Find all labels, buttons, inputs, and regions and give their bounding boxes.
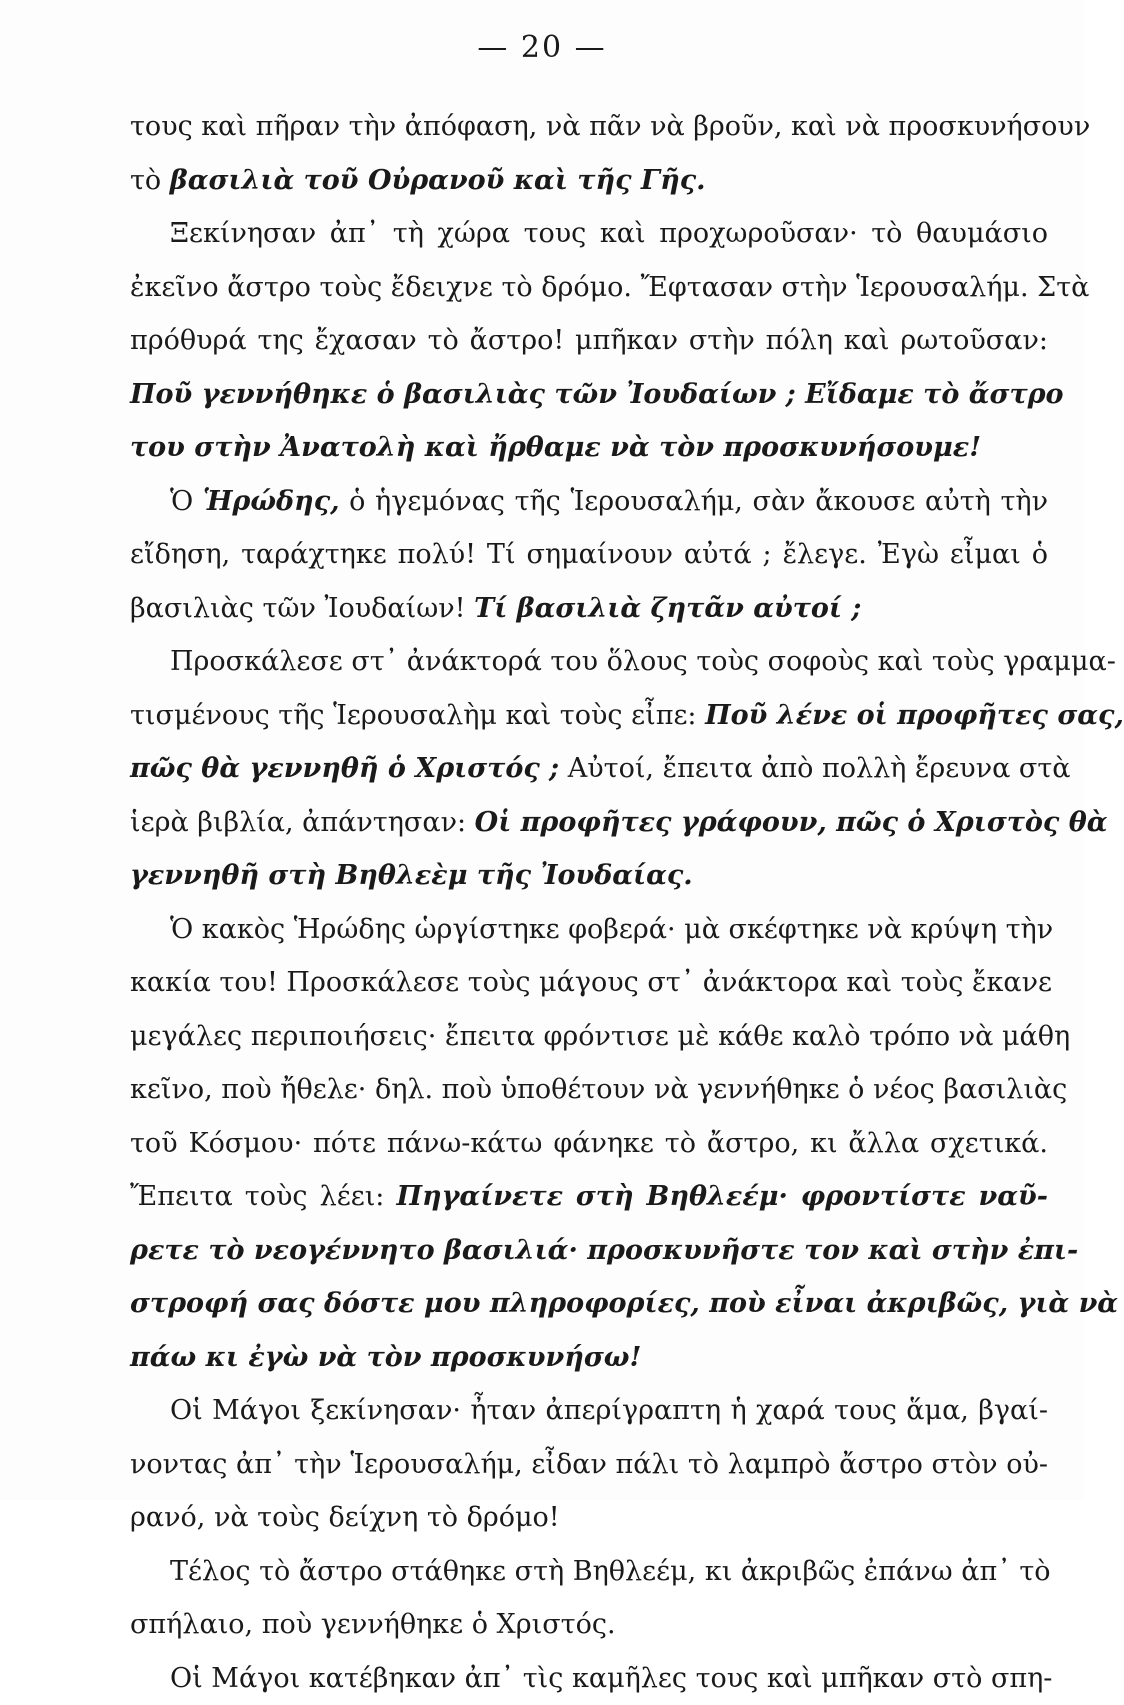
text-segment: κακία του! Προσκάλεσε τοὺς μάγους στ᾽ ἀνάκτορα καὶ τοὺς ἔκανε	[130, 967, 1052, 998]
text-line	[130, 1010, 1048, 1064]
text-line	[130, 1063, 1048, 1117]
text-line	[130, 100, 1048, 154]
text-segment: τους καὶ πῆραν τὴν ἀπόφαση, νὰ πᾶν νὰ βροῦν, καὶ νὰ προσκυνήσουν	[130, 111, 1090, 142]
text-line	[130, 528, 1048, 582]
emphasized-text: Ἡρώδης,	[203, 486, 340, 517]
text-segment: τὸ	[130, 165, 170, 196]
text-segment: εἴδηση, ταράχτηκε πολύ! Τί σημαίνουν αὐτά ; ἔλεγε. Ἐγὼ εἶμαι ὁ	[130, 539, 1048, 570]
text-line	[130, 1170, 1048, 1224]
text-line	[130, 314, 1048, 368]
text-line	[130, 849, 1048, 903]
emphasized-text: Πηγαίνετε στὴ Βηθλεέμ· φροντίστε ναῦ-	[396, 1181, 1048, 1212]
text-line	[130, 1491, 1048, 1545]
body-text	[130, 100, 1048, 1705]
emphasized-text: βασιλιὰ τοῦ Οὐρανοῦ καὶ τῆς Γῆς.	[170, 165, 706, 196]
text-line	[130, 1598, 1048, 1652]
text-segment: τοῦ Κόσμου· πότε πάνω-κάτω φάνηκε τὸ ἄστρο, κι ἄλλα σχετικά.	[130, 1128, 1048, 1159]
emphasized-text: πῶς θὰ γεννηθῆ ὁ Χριστός ;	[130, 753, 559, 784]
emphasized-text: πάω κι ἐγὼ νὰ τὸν προσκυνήσω!	[130, 1342, 641, 1373]
text-line	[130, 475, 1048, 529]
page-number: — 20 —	[0, 30, 1084, 65]
emphasized-text: Ποῦ γεννήθηκε ὁ βασιλιὰς τῶν Ἰουδαίων ; Εἴδαμε τὸ ἄστρο	[130, 379, 1064, 410]
text-segment: τισμένους τῆς Ἱερουσαλὴμ καὶ τοὺς εἶπε:	[130, 700, 705, 731]
text-line	[130, 1277, 1048, 1331]
text-segment: μεγάλες περιποιήσεις· ἔπειτα φρόντισε μὲ κάθε καλὸ τρόπο νὰ μάθη	[130, 1021, 1070, 1052]
text-line	[130, 689, 1048, 743]
text-segment: ἐκεῖνο ἄστρο τοὺς ἔδειχνε τὸ δρόμο. Ἔφτασαν στὴν Ἱερουσαλήμ. Στὰ	[130, 272, 1089, 303]
emphasized-text: στροφή σας δόστε μου πληροφορίες, ποὺ εἶναι ἀκριβῶς, γιὰ νὰ	[130, 1288, 1118, 1319]
text-segment: ἱερὰ βιβλία, ἀπάντησαν:	[130, 807, 475, 838]
text-line	[130, 903, 1048, 957]
text-segment: ὁ ἡγεμόνας τῆς Ἱερουσαλήμ, σὰν ἄκουσε αὐτὴ τὴν	[340, 486, 1048, 517]
text-segment: Οἱ Μάγοι κατέβηκαν ἀπ᾽ τὶς καμῆλες τους καὶ μπῆκαν στὸ σπη-	[170, 1663, 1052, 1694]
text-line	[130, 742, 1048, 796]
text-line	[130, 1331, 1048, 1385]
text-segment: σπήλαιο, ποὺ γεννήθηκε ὁ Χριστός.	[130, 1609, 616, 1640]
text-segment: νοντας ἀπ᾽ τὴν Ἱερουσαλήμ, εἶδαν πάλι τὸ λαμπρὸ ἄστρο στὸν οὐ-	[130, 1449, 1048, 1480]
text-line	[130, 1224, 1048, 1278]
text-line	[130, 582, 1048, 636]
text-segment: κεῖνο, ποὺ ἤθελε· δηλ. ποὺ ὑποθέτουν νὰ γεννήθηκε ὁ νέος βασιλιὰς	[130, 1074, 1067, 1105]
emphasized-text: ρετε τὸ νεογέννητο βασιλιά· προσκυνῆστε τον καὶ στὴν ἐπι-	[130, 1235, 1078, 1266]
text-line	[130, 368, 1048, 422]
text-segment: Αὐτοί, ἔπειτα ἀπὸ πολλὴ ἔρευνα στὰ	[559, 753, 1070, 784]
text-segment: Προσκάλεσε στ᾽ ἀνάκτορά του ὅλους τοὺς σοφοὺς καὶ τοὺς γραμμα-	[170, 646, 1116, 677]
emphasized-text: γεννηθῆ στὴ Βηθλεὲμ τῆς Ἰουδαίας.	[130, 860, 693, 891]
text-line	[130, 261, 1048, 315]
text-segment: Τέλος τὸ ἄστρο στάθηκε στὴ Βηθλεέμ, κι ἀκριβῶς ἐπάνω ἀπ᾽ τὸ	[170, 1556, 1051, 1587]
text-segment: βασιλιὰς τῶν Ἰουδαίων!	[130, 593, 474, 624]
text-segment: Ὁ	[170, 486, 203, 517]
emphasized-text: Οἱ προφῆτες γράφουν, πῶς ὁ Χριστὸς θὰ	[475, 807, 1108, 838]
text-line	[130, 956, 1048, 1010]
text-line	[130, 207, 1048, 261]
text-line	[130, 1117, 1048, 1171]
text-segment: Ξεκίνησαν ἀπ᾽ τὴ χώρα τους καὶ προχωροῦσαν· τὸ θαυμάσιο	[170, 218, 1048, 249]
text-line	[130, 635, 1048, 689]
text-line	[130, 421, 1048, 475]
text-line	[130, 1438, 1048, 1492]
emphasized-text: Τί βασιλιὰ ζητᾶν αὐτοί ;	[474, 593, 861, 624]
text-segment: Ὁ κακὸς Ἡρώδης ὡργίστηκε φοβερά· μὰ σκέφτηκε νὰ κρύψη τὴν	[170, 914, 1053, 945]
text-line	[130, 154, 1048, 208]
text-segment: Οἱ Μάγοι ξεκίνησαν· ἦταν ἀπερίγραπτη ἡ χαρά τους ἅμα, βγαί-	[170, 1395, 1048, 1426]
text-line	[130, 796, 1048, 850]
emphasized-text: Ποῦ λένε οἱ προφῆτες σας,	[705, 700, 1124, 731]
text-segment: πρόθυρά της ἔχασαν τὸ ἄστρο! μπῆκαν στὴν πόλη καὶ ρωτοῦσαν:	[130, 325, 1048, 356]
text-line	[130, 1384, 1048, 1438]
text-line	[130, 1652, 1048, 1705]
text-line	[130, 1545, 1048, 1599]
text-segment: ρανό, νὰ τοὺς δείχνη τὸ δρόμο!	[130, 1502, 560, 1533]
text-segment: Ἔπειτα τοὺς λέει:	[130, 1181, 396, 1212]
emphasized-text: του στὴν Ἀνατολὴ καὶ ἤρθαμε νὰ τὸν προσκυνήσουμε!	[130, 432, 981, 463]
